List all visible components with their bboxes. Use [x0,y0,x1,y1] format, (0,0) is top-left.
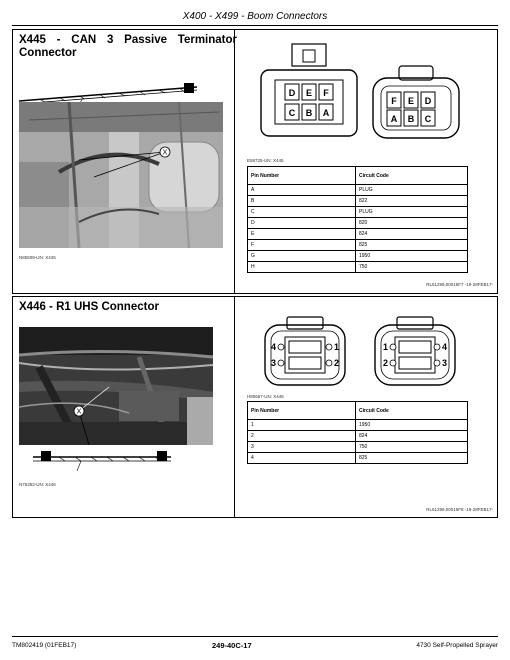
column-header: Pin Number [248,167,356,185]
pin-label: C [424,114,432,124]
pin-label: A [322,108,330,118]
circuit-cell: PLUG [356,185,468,196]
table-row [248,262,468,273]
pin-cell: 4 [248,453,356,464]
table-row [248,431,468,442]
callout-label: X [162,149,168,157]
section-title-x445: X445 - CAN 3 Passive Terminator Connector [19,34,237,59]
table-row [248,420,468,431]
column-header: Circuit Code [356,402,468,420]
connector-caption: H80667-UN: X446 [247,394,284,399]
table-header-row [248,167,468,185]
pin-cell: H [248,262,356,273]
reference-code: RL51299,00015F8 -19-28FEB17- [426,507,493,512]
table-row [248,218,468,229]
pin-label: C [288,108,296,118]
pin-label: 4 [442,342,448,352]
pin-label: 4 [270,342,276,352]
table-row [248,207,468,218]
pin-label: 3 [442,358,448,368]
pin-cell: E [248,229,356,240]
circuit-cell: 824 [356,431,468,442]
page-header-title: X400 - X499 - Boom Connectors [182,11,328,22]
column-header: Circuit Code [356,167,468,185]
connector-drawing-x446 [247,313,495,393]
circuit-cell: 824 [356,229,468,240]
pin-label: 2 [382,358,388,368]
table-row [248,185,468,196]
pin-cell: C [248,207,356,218]
section-divider [234,30,235,293]
pin-label: B [305,108,313,118]
table-row [248,251,468,262]
section-title-x446: X446 - R1 UHS Connector [19,301,159,313]
pin-label: D [288,88,296,98]
circuit-cell: PLUG [356,207,468,218]
connector-location-photo [19,327,213,445]
section-x446 [12,296,498,518]
connector-drawing-x445 [247,40,495,150]
receptacle-face [373,66,459,138]
table-header-row [248,402,468,420]
circuit-cell: 1950 [356,420,468,431]
pin-label: A [390,114,398,124]
callout-overlay [19,327,213,445]
circuit-cell: 750 [356,262,468,273]
pin-label: 2 [334,358,340,368]
pin-label: B [407,114,415,124]
pin-table-x445 [247,166,468,273]
footer-page-number: 249-40C-17 [212,641,252,650]
plug-face [261,44,357,136]
receptacle-face [375,317,455,385]
circuit-cell: 825 [356,453,468,464]
table-row [248,229,468,240]
table-row [248,442,468,453]
footer-divider [12,636,498,637]
pin-label: 1 [382,342,388,352]
section-x445 [12,29,498,294]
circuit-cell: 750 [356,442,468,453]
pin-cell: D [248,218,356,229]
pin-label: E [305,88,313,98]
pin-label: E [407,96,415,106]
footer-doc-id: TM802419 (01FEB17) [12,642,77,649]
circuit-cell: 822 [356,196,468,207]
pin-cell: 1 [248,420,356,431]
pin-label: 3 [270,358,276,368]
pin-cell: B [248,196,356,207]
pin-table-x446 [247,401,468,464]
photo-caption: N76352-UN: X446 [19,482,56,487]
page-header [12,10,498,26]
pin-label: F [391,96,397,106]
table-row [248,453,468,464]
callout-overlay [19,102,223,248]
table-row [248,240,468,251]
circuit-cell: 825 [356,240,468,251]
reference-code: RL51299,00015F7 -19-28FEB17- [426,282,493,287]
table-row [248,196,468,207]
pin-cell: 3 [248,442,356,453]
footer-product-name: 4730 Self-Propelled Sprayer [416,642,498,649]
photo-caption: N85509-UN: X445 [19,255,56,260]
pin-cell: A [248,185,356,196]
circuit-cell: 1950 [356,251,468,262]
callout-label: X [76,408,82,416]
pin-cell: G [248,251,356,262]
pin-label: 1 [334,342,340,352]
circuit-cell: 820 [356,218,468,229]
connector-caption: E59725-UN: X445 [247,158,284,163]
pin-label: F [323,88,329,98]
section-divider [234,297,235,517]
connector-location-photo [19,102,223,248]
pin-label: D [424,96,432,106]
column-header: Pin Number [248,402,356,420]
pin-cell: F [248,240,356,251]
boom-locator-illustration [33,447,171,471]
pin-cell: 2 [248,431,356,442]
plug-face [265,317,345,385]
